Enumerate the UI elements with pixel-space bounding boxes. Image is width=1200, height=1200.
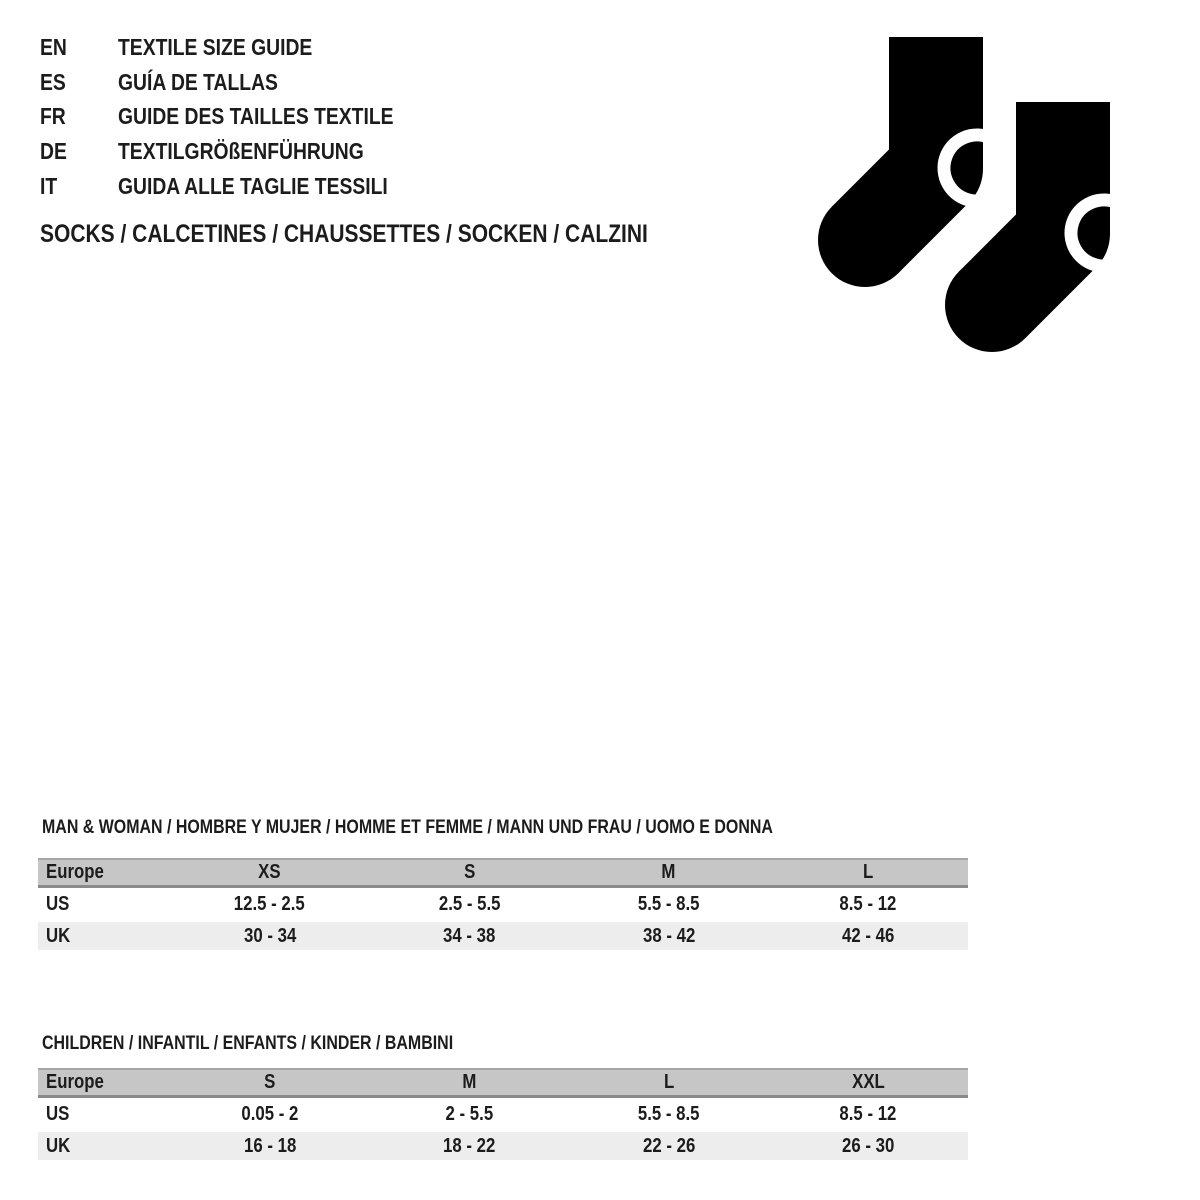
size-cell: 8.5 - 12: [839, 1102, 897, 1125]
guide-title-fr: GUIDE DES TAILLES TEXTILE: [118, 103, 394, 130]
socks-icon-svg: [810, 28, 1130, 360]
size-cell: 2.5 - 5.5: [438, 892, 501, 915]
size-cell: 42 - 46: [842, 924, 895, 947]
column-header: L: [863, 861, 874, 883]
size-cell: 26 - 30: [842, 1134, 895, 1157]
language-code: FR: [40, 103, 66, 130]
category-heading: [40, 220, 764, 249]
column-header: M: [462, 1071, 477, 1093]
column-header: M: [661, 861, 676, 883]
language-row: [40, 65, 446, 100]
size-table-man-woman: [38, 858, 968, 950]
table-title-children: [42, 1033, 531, 1055]
size-cell: 2 - 5.5: [445, 1102, 494, 1125]
size-cell: 16 - 18: [243, 1134, 296, 1157]
size-cell: 8.5 - 12: [839, 892, 897, 915]
guide-title-es: GUÍA DE TALLAS: [118, 68, 278, 95]
size-cell: 5.5 - 8.5: [637, 892, 700, 915]
table-row-us: [38, 888, 968, 920]
column-header: XXL: [851, 1071, 885, 1093]
row-header: US: [46, 1102, 70, 1125]
row-header: UK: [46, 924, 71, 947]
guide-title-en: TEXTILE SIZE GUIDE: [118, 33, 313, 60]
size-cell: 18 - 22: [443, 1134, 496, 1157]
table-row-uk: [38, 1132, 968, 1160]
language-code: ES: [40, 68, 66, 95]
table-title-man-woman: [42, 817, 912, 839]
language-code: IT: [40, 172, 58, 199]
size-table-children: [38, 1068, 968, 1160]
row-header: US: [46, 892, 70, 915]
size-cell: 0.05 - 2: [241, 1102, 299, 1125]
language-guide-list: [40, 30, 446, 203]
row-header: UK: [46, 1134, 71, 1157]
category-heading-text: SOCKS / CALCETINES / CHAUSSETTES / SOCKEN / CALZINI: [40, 220, 648, 248]
column-header: Europe: [46, 861, 104, 883]
table-title-children-text: CHILDREN / INFANTIL / ENFANTS / KINDER / BAMBINI: [42, 1033, 454, 1054]
language-code: EN: [40, 33, 67, 60]
language-row: [40, 99, 446, 134]
table-header-row: [38, 1068, 968, 1098]
size-cell: 12.5 - 2.5: [234, 892, 306, 915]
size-cell: 5.5 - 8.5: [637, 1102, 700, 1125]
column-header: S: [264, 1071, 276, 1093]
guide-title-de: TEXTILGRÖßENFÜHRUNG: [118, 137, 364, 164]
size-cell: 38 - 42: [642, 924, 695, 947]
language-row: [40, 169, 446, 204]
column-header: S: [463, 861, 475, 883]
language-row: [40, 134, 446, 169]
socks-icon: [810, 28, 1130, 360]
table-header-row: [38, 858, 968, 888]
column-header: L: [663, 1071, 674, 1093]
column-header: XS: [258, 861, 281, 883]
table-row-us: [38, 1098, 968, 1130]
size-cell: 34 - 38: [443, 924, 496, 947]
guide-title-it: GUIDA ALLE TAGLIE TESSILI: [118, 172, 388, 199]
size-cell: 30 - 34: [243, 924, 296, 947]
table-title-man-woman-text: MAN & WOMAN / HOMBRE Y MUJER / HOMME ET FEMME / MANN UND FRAU / UOMO E DONNA: [42, 817, 773, 838]
column-header: Europe: [46, 1071, 104, 1093]
language-code: DE: [40, 137, 67, 164]
size-cell: 22 - 26: [642, 1134, 695, 1157]
table-row-uk: [38, 922, 968, 950]
language-row: [40, 30, 446, 65]
